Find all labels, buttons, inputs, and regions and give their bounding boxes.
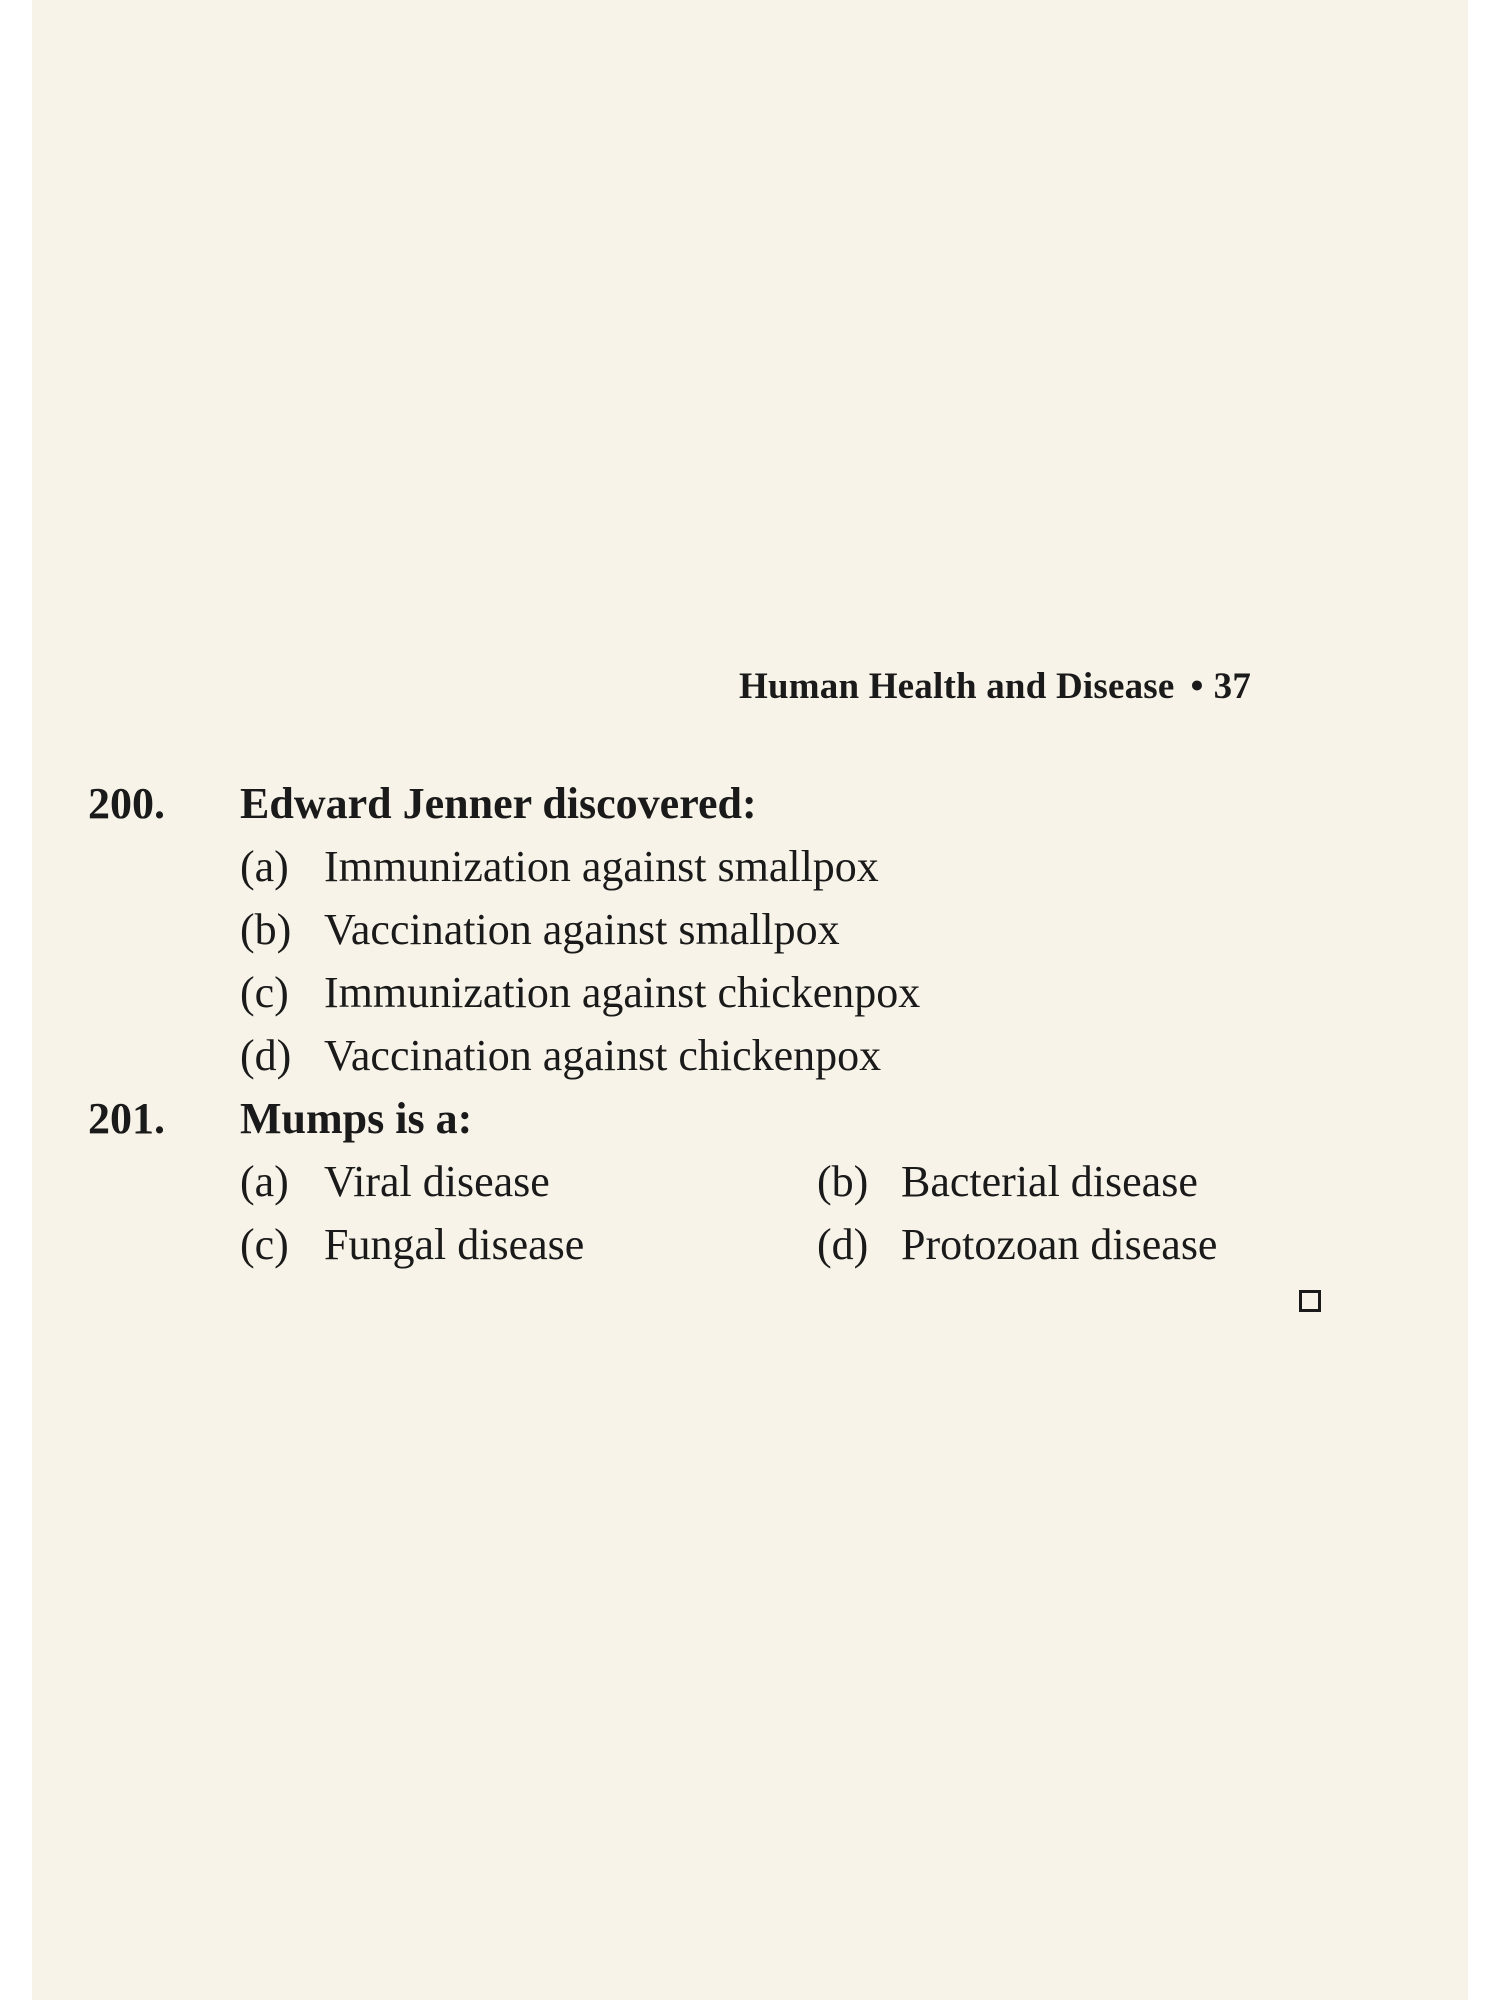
option-text: Vaccination against chickenpox	[324, 1031, 882, 1080]
option-item	[817, 1219, 1217, 1270]
option-letter: (a)	[240, 842, 289, 891]
header-bullet: •	[1190, 666, 1204, 707]
option-text: Viral disease	[324, 1157, 550, 1206]
option-item	[240, 1156, 550, 1207]
option-text: Protozoan disease	[901, 1220, 1218, 1269]
question-stem: Edward Jenner discovered:	[240, 779, 757, 828]
option-text: Immunization against chickenpox	[324, 968, 921, 1017]
option-text: Vaccination against smallpox	[324, 905, 840, 954]
option-letter: (b)	[240, 905, 292, 954]
option-letter: (a)	[240, 1157, 289, 1206]
right-margin	[1468, 0, 1500, 2000]
question-number: 201.	[88, 1094, 165, 1143]
page-number: 37	[1213, 666, 1252, 707]
option-text: Fungal disease	[324, 1220, 585, 1269]
left-margin	[0, 0, 32, 2000]
running-header	[739, 665, 1339, 708]
option-letter: (d)	[817, 1220, 869, 1269]
option-letter: (b)	[817, 1157, 869, 1206]
option-text: Bacterial disease	[901, 1157, 1198, 1206]
option-letter: (d)	[240, 1031, 292, 1080]
option-item	[240, 841, 879, 892]
option-item	[817, 1156, 1198, 1207]
option-text: Immunization against smallpox	[324, 842, 879, 891]
option-item	[240, 1030, 881, 1081]
chapter-title: Human Health and Disease	[739, 666, 1175, 707]
hollow-square-icon	[1299, 1290, 1321, 1312]
option-item	[240, 904, 840, 955]
option-item	[240, 967, 920, 1018]
option-letter: (c)	[240, 968, 289, 1017]
option-letter: (c)	[240, 1220, 289, 1269]
option-item	[240, 1219, 584, 1270]
question-number: 200.	[88, 779, 165, 828]
question-stem: Mumps is a:	[240, 1094, 473, 1143]
